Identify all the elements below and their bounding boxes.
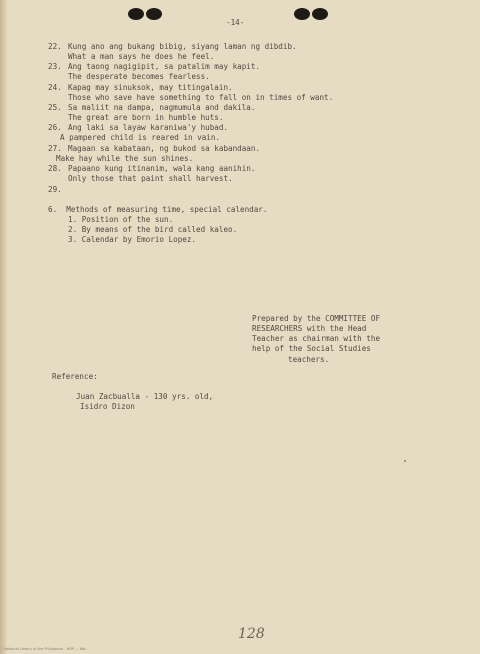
proverb-number: 27.: [48, 144, 62, 153]
prepared-by-line: Teacher as chairman with the: [252, 334, 381, 343]
prepared-by-line: help of the Social Studies: [252, 344, 371, 353]
archive-footer: National Library of the Philippines . HDP ... Nat: [4, 647, 86, 651]
punch-hole: [294, 8, 310, 20]
proverb-number: 22.: [48, 42, 62, 51]
proverb-tagalog: Magaan sa kabataan, ng bukod sa kabandaan.: [68, 144, 261, 153]
proverb-tagalog: Kung ano ang bukang bibig, siyang laman ng dibdib.: [68, 42, 297, 51]
prepared-by-line: teachers.: [288, 355, 330, 364]
proverb-tagalog: Ang taong nagigipit, sa patalim may kapit.: [68, 62, 261, 71]
page-number: -14-: [226, 18, 245, 27]
page-edge-shadow: [0, 0, 7, 654]
proverb-number: 28.: [48, 164, 62, 173]
proverb-number: 23.: [48, 62, 62, 71]
proverb-tagalog: Ang laki sa layaw karaniwa'y hubad.: [68, 123, 229, 132]
proverb-english: Only those that paint shall harvest.: [68, 174, 233, 183]
proverb-english: Those who save have something to fall on in times of want.: [68, 93, 334, 102]
proverb-english: The desperate becomes fearless.: [68, 72, 210, 81]
proverb-tagalog: Kapag may sinuksok, may titingalain.: [68, 83, 233, 92]
punch-hole: [128, 8, 144, 20]
methods-item: 3. Calendar by Emorio Lopez.: [68, 235, 197, 244]
proverb-number: 24.: [48, 83, 62, 92]
proverb-english: A pampered child is reared in vain.: [60, 133, 221, 142]
proverb-number: 29.: [48, 185, 62, 194]
reference-line: Isidro Dizon: [80, 402, 135, 411]
methods-item: 1. Position of the sun.: [68, 215, 174, 224]
proverb-number: 26.: [48, 123, 62, 132]
methods-item: 2. By means of the bird called kaleo.: [68, 225, 238, 234]
proverb-english: Make hay while the sun shines.: [56, 154, 194, 163]
reference-line: Juan Zacbualla - 130 yrs. old,: [76, 392, 214, 401]
prepared-by-line: Prepared by the COMMITTEE OF: [252, 314, 381, 323]
punch-hole: [312, 8, 328, 20]
proverb-tagalog: Papaano kung itinanim, wala kang aanihin.: [68, 164, 256, 173]
punch-hole: [146, 8, 162, 20]
reference-label: Reference:: [52, 372, 98, 381]
proverb-english: What a man says he does he feel.: [68, 52, 215, 61]
proverb-english: The great are born in humble huts.: [68, 113, 224, 122]
prepared-by-line: RESEARCHERS with the Head: [252, 324, 367, 333]
paper-speck: [404, 460, 406, 462]
methods-heading: 6. Methods of measuring time, special calendar.: [48, 205, 268, 214]
proverb-tagalog: Sa maliit na dampa, nagmumula and dakila.: [68, 103, 256, 112]
handwritten-page-number: 128: [238, 626, 265, 642]
proverb-number: 25.: [48, 103, 62, 112]
